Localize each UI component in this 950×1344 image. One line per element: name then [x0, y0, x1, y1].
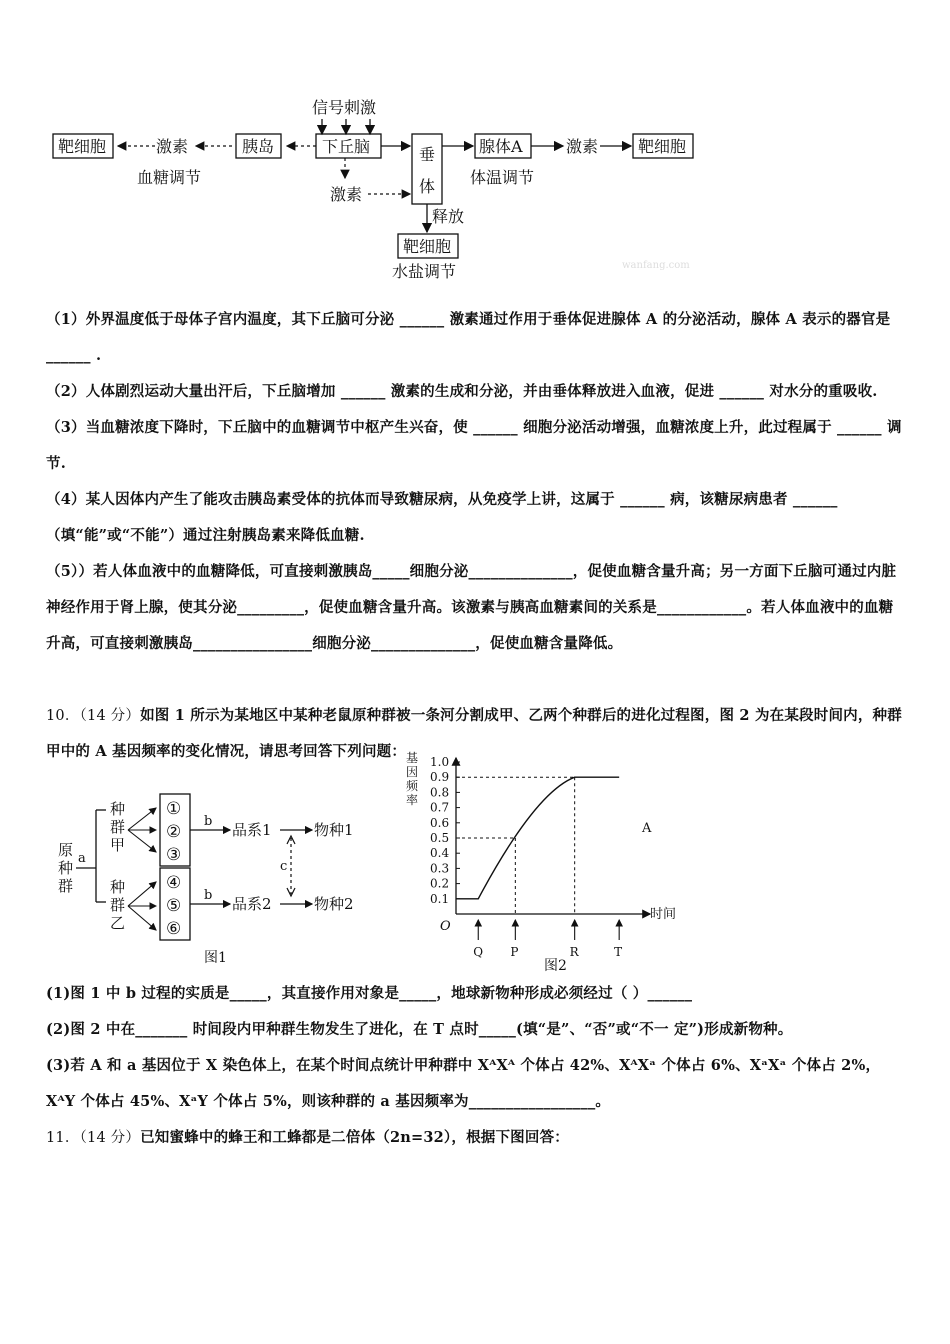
q10-part3: (3)若 A 和 a 基因位于 X 染色体上，在某个时间点统计甲种群中 XᴬXᴬ 个体占 42%、XᴬXᵃ 个体占 6%、XᵃXᵃ 个体占 2%，XᴬY 个体占 45%、XᵃY 个体占 5%，则该种群的 a 基因频率为_________________。 — [46, 1057, 881, 1110]
ylabel-char-1: 基 — [406, 751, 419, 765]
blood-sugar-label: 血糖调节 — [137, 168, 202, 187]
water-salt-label: 水盐调节 — [392, 262, 457, 281]
origin-label: O — [440, 919, 451, 934]
fig1-caption: 图1 — [204, 950, 227, 966]
islet-label: 胰岛 — [242, 137, 275, 156]
line-2: 品系2 — [232, 895, 272, 913]
q10-part1: (1)图 1 中 b 过程的实质是_____，其直接作用对象是_____，地球新物种形成必须经过（ ）______ — [46, 985, 693, 1002]
q10-number: 10． — [46, 708, 80, 724]
pop-yi-3: 乙 — [110, 914, 126, 932]
ylabel-char-4: 率 — [406, 793, 419, 807]
fig2-caption: 图2 — [544, 958, 567, 974]
y-tick-label: 0.2 — [430, 876, 450, 891]
y-tick-label: 0.8 — [430, 785, 450, 800]
q9-block — [46, 302, 906, 662]
b-label-2: b — [204, 888, 213, 903]
x-mark-label-r: R — [569, 945, 579, 959]
body-temp-label: 体温调节 — [470, 168, 535, 187]
q11-score: （14 分） — [79, 1130, 141, 1146]
q11-number: 11． — [46, 1130, 80, 1146]
q9-part4: （4）某人因体内产生了能攻击胰岛素受体的抗体而导致糖尿病，从免疫学上讲，这属于 ______ 病，该糖尿病患者 ______ （填“能”或“不能”）通过注射胰岛素来降低血糖. — [46, 491, 838, 544]
target-cell-bottom: 靶细胞 — [403, 237, 452, 256]
y-tick-label: 0.4 — [430, 846, 450, 861]
y-tick-label: 0.3 — [430, 861, 450, 876]
y-tick-label: 0.1 — [430, 891, 450, 906]
pop-jia-1: 种 — [110, 800, 126, 818]
target-cell-right: 靶细胞 — [638, 137, 687, 156]
figure-2-chart — [396, 748, 696, 978]
y-tick-label: 0.5 — [430, 831, 450, 845]
signal-label: 信号刺激 — [312, 98, 377, 117]
species-1: 物种1 — [314, 821, 354, 839]
species-2: 物种2 — [314, 895, 354, 913]
ylabel-char-2: 因 — [406, 765, 419, 779]
y-tick-label: 0.7 — [430, 800, 450, 815]
origin-char-3: 群 — [58, 877, 74, 895]
origin-char-2: 种 — [58, 859, 74, 877]
circle-1: ① — [166, 799, 182, 819]
c-label: c — [280, 859, 288, 874]
circle-6: ⑥ — [166, 919, 182, 939]
series-label-a: A — [642, 821, 652, 836]
pop-jia-3: 甲 — [110, 836, 126, 854]
y-tick-label: 0.6 — [430, 815, 450, 830]
b-label-1: b — [204, 814, 213, 829]
pop-yi-1: 种 — [110, 878, 126, 896]
x-mark-label-q: Q — [473, 945, 484, 959]
q10-stem-text: 如图 1 所示为某地区中某种老鼠原种群被一条河分割成甲、乙两个种群后的进化过程图，图 2 为在某段时间内，种群甲中的 A 基因频率的变化情况，请思考回答下列问题： — [46, 707, 902, 760]
circle-4: ④ — [166, 873, 182, 893]
q10-score: （14 分） — [79, 708, 141, 724]
q9-part5: （5））若人体血液中的血糖降低，可直接刺激胰岛_____细胞分泌______________，促使血糖含量升高；另一方面下丘脑可通过内脏神经作用于肾上腺，使其分泌_________，促使血糖含量升高。该激素与胰高血糖素间的关系是____________。若人体血液中的血糖升高，可直接刺激胰岛________________细胞分泌______________，促使血糖含量降低。 — [46, 563, 897, 652]
q10-part2: (2)图 2 中在_______ 时间段内甲种群生物发生了进化，在 T 点时_____(填“是”、“否”或“不一 定”)形成新物种。 — [46, 1021, 793, 1038]
q9-part3: （3）当血糖浓度下降时，下丘脑中的血糖调节中枢产生兴奋，使 ______ 细胞分泌活动增强，血糖浓度上升，此过程属于 ______ 调节. — [46, 419, 902, 472]
release-label: 释放 — [432, 207, 465, 226]
q11-stem-text: 已知蜜蜂中的蜂王和工蜂都是二倍体（2n=32），根据下图回答： — [140, 1129, 569, 1146]
target-cell-left: 靶细胞 — [58, 137, 107, 156]
pituitary-char-2: 体 — [419, 177, 436, 196]
circle-2: ② — [166, 822, 182, 842]
y-tick-label: 0.9 — [430, 770, 450, 785]
figure-1 — [50, 770, 430, 970]
pop-jia-2: 群 — [110, 818, 126, 836]
q9-part1: （1）外界温度低于母体子宫内温度，其下丘脑可分泌 ______ 激素通过作用于垂体促进腺体 A 的分泌活动，腺体 A 表示的器官是 ______ . — [46, 311, 891, 364]
hypothalamus-label: 下丘脑 — [322, 137, 371, 156]
circle-3: ③ — [166, 845, 182, 865]
pituitary-char-1: 垂 — [419, 145, 436, 164]
line-1: 品系1 — [232, 821, 272, 839]
hormone-right: 激素 — [566, 137, 599, 156]
hormone-left: 激素 — [156, 137, 189, 156]
x-mark-label-p: P — [510, 945, 519, 959]
q9-part2: （2）人体剧烈运动大量出汗后，下丘脑增加 ______ 激素的生成和分泌，并由垂体释放进入血液，促进 ______ 对水分的重吸收. — [46, 383, 878, 400]
y-tick-label: 1.0 — [430, 755, 450, 769]
ylabel-char-3: 频 — [406, 779, 419, 793]
xlabel: 时间 — [650, 907, 677, 922]
q11-stem — [46, 1120, 906, 1156]
pop-yi-2: 群 — [110, 896, 126, 914]
x-mark-label-t: T — [614, 945, 623, 959]
watermark: wanfang.com — [622, 260, 690, 271]
regulation-flow-diagram — [0, 0, 950, 290]
gland-a-label: 腺体A — [479, 137, 523, 156]
branch-a: a — [78, 851, 86, 866]
origin-char-1: 原 — [58, 841, 74, 859]
hormone-bottom: 激素 — [330, 185, 363, 204]
q10-parts — [46, 976, 906, 1120]
circle-5: ⑤ — [166, 896, 182, 916]
